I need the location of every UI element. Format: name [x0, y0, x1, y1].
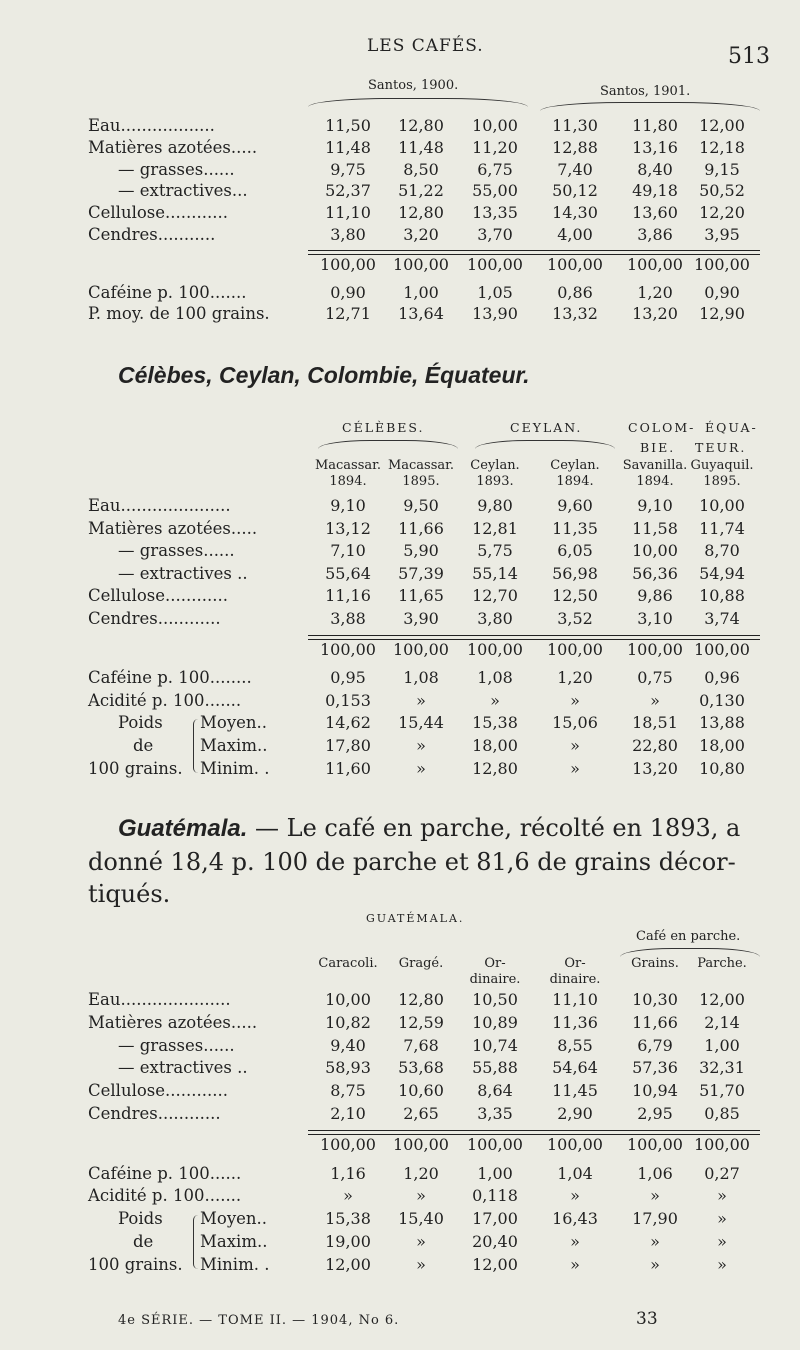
- table-cell: 17,90: [632, 1209, 678, 1229]
- table-cell: 13,90: [472, 304, 518, 324]
- column-header: Savanilla.: [622, 458, 688, 473]
- table-cell: 3,52: [557, 609, 593, 628]
- table-cell: »: [650, 1254, 660, 1274]
- table-cell: 1,16: [330, 1163, 366, 1183]
- row-label: — extractives ..: [118, 1058, 248, 1078]
- group-label-santos-1900: Santos, 1900.: [368, 78, 459, 93]
- table-cell: 11,66: [632, 1012, 678, 1032]
- table-cell: 11,58: [632, 518, 678, 538]
- table-cell: 12,00: [472, 1254, 518, 1274]
- table-cell: 100,00: [547, 639, 603, 659]
- table-cell: 10,00: [699, 496, 745, 515]
- group-label-cafe-parche: Café en parche.: [636, 929, 741, 944]
- group-brace: [475, 440, 615, 449]
- table-cell: 56,36: [632, 563, 678, 583]
- table-cell: 12,00: [699, 990, 745, 1009]
- table-cell: 2,95: [637, 1104, 673, 1123]
- table-cell: »: [650, 1186, 660, 1206]
- table-cell: 52,37: [325, 181, 371, 201]
- table-cell: 100,00: [547, 254, 603, 274]
- table-cell: »: [570, 758, 580, 778]
- table-cell: 3,80: [330, 225, 366, 244]
- table-cell: 10,82: [325, 1012, 371, 1032]
- table-cell: 0,90: [330, 282, 366, 302]
- table-cell: 0,118: [472, 1186, 518, 1206]
- row-label: Cellulose............: [88, 203, 228, 223]
- poids-brace: [193, 719, 198, 772]
- row-label: — grasses......: [118, 159, 235, 179]
- column-header: Caracoli.: [318, 956, 378, 971]
- table-cell: 100,00: [320, 639, 376, 659]
- table-cell: 11,74: [699, 518, 745, 538]
- table-cell: »: [570, 1254, 580, 1274]
- table-cell: 11,30: [552, 116, 598, 135]
- table-cell: 12,88: [552, 137, 598, 157]
- rule: [308, 635, 760, 636]
- table-cell: 54,64: [552, 1058, 598, 1078]
- table-cell: 1,05: [477, 282, 513, 302]
- table-cell: 1,04: [557, 1163, 593, 1183]
- table-cell: 55,00: [472, 181, 518, 201]
- table-cell: 6,79: [637, 1035, 673, 1055]
- table-cell: 11,60: [325, 758, 371, 778]
- footer-sheet-number: 33: [636, 1309, 658, 1329]
- table-cell: 12,70: [472, 586, 518, 606]
- column-header: Guyaquil.: [690, 458, 754, 473]
- table-cell: 55,88: [472, 1058, 518, 1078]
- table-cell: 9,15: [704, 159, 740, 179]
- row-label: — grasses......: [118, 541, 235, 561]
- page-number: 513: [728, 44, 770, 69]
- table-cell: 100,00: [393, 254, 449, 274]
- table-cell: 2,90: [557, 1104, 593, 1123]
- rule: [308, 639, 760, 640]
- table-cell: 6,05: [557, 541, 593, 561]
- row-label: Cendres...........: [88, 225, 216, 244]
- poids-label: de: [133, 736, 154, 755]
- group-celebes: CÉLÈBES.: [342, 420, 425, 435]
- table-cell: 11,65: [398, 586, 444, 606]
- table-cell: 50,12: [552, 181, 598, 201]
- poids-sub-label: Moyen..: [200, 713, 268, 733]
- table-cell: 0,85: [704, 1104, 740, 1123]
- table-cell: 0,75: [637, 668, 673, 688]
- table-cell: 11,16: [325, 586, 371, 606]
- table-cell: »: [717, 1186, 727, 1206]
- table-cell: 100,00: [393, 1134, 449, 1154]
- table-cell: 10,74: [472, 1035, 518, 1055]
- table-cell: 13,35: [472, 203, 518, 223]
- table-cell: 1,20: [403, 1163, 439, 1183]
- row-label: Cendres............: [88, 1104, 221, 1123]
- table-cell: »: [650, 1232, 660, 1251]
- column-header: dinaire.: [469, 972, 521, 987]
- table-cell: 11,45: [552, 1081, 598, 1101]
- row-label: Eau..................: [88, 116, 215, 135]
- table-cell: 100,00: [694, 254, 750, 274]
- table-cell: 1,08: [477, 668, 513, 688]
- table-cell: »: [717, 1232, 727, 1251]
- poids-sub-label: Moyen..: [200, 1209, 268, 1229]
- table-cell: »: [490, 690, 500, 710]
- table-cell: 100,00: [627, 1134, 683, 1154]
- rule: [308, 1130, 760, 1131]
- column-header: 1895.: [703, 474, 741, 489]
- table-cell: 10,94: [632, 1081, 678, 1101]
- table-cell: 3,88: [330, 609, 366, 628]
- table-cell: »: [416, 1186, 426, 1206]
- table-cell: 10,50: [472, 990, 518, 1009]
- row-label: Acidité p. 100.......: [88, 1186, 242, 1206]
- table-cell: 12,80: [398, 116, 444, 135]
- table-cell: 1,00: [704, 1035, 740, 1055]
- table-cell: »: [416, 758, 426, 778]
- table-cell: 56,98: [552, 563, 598, 583]
- table-cell: 3,86: [637, 225, 673, 244]
- table-cell: 2,10: [330, 1104, 366, 1123]
- column-header: 1894.: [636, 474, 674, 489]
- table-cell: 3,20: [403, 225, 439, 244]
- table-cell: 13,88: [699, 713, 745, 733]
- group-colombie-1: COLOM-: [628, 420, 696, 435]
- column-header: dinaire.: [549, 972, 601, 987]
- group-label-santos-1901: Santos, 1901.: [600, 84, 691, 99]
- paragraph-text: — Le café en parche, récolté en 1893, a: [255, 814, 741, 842]
- column-header: Macassar.: [314, 458, 382, 473]
- row-label: — grasses......: [118, 1035, 235, 1055]
- table-cell: 9,10: [637, 496, 673, 515]
- group-brace: [318, 440, 458, 449]
- table-cell: 3,35: [477, 1104, 513, 1123]
- poids-label: 100 grains.: [88, 1254, 183, 1274]
- table-cell: 100,00: [627, 254, 683, 274]
- table-cell: 1,20: [637, 282, 673, 302]
- table-cell: 8,70: [704, 541, 740, 561]
- row-label: Cellulose............: [88, 586, 228, 606]
- table-cell: 9,50: [403, 496, 439, 515]
- table-cell: 54,94: [699, 563, 745, 583]
- table-cell: »: [650, 690, 660, 710]
- table-cell: 10,00: [472, 116, 518, 135]
- table-cell: 18,00: [699, 736, 745, 755]
- table-cell: »: [416, 736, 426, 755]
- table-cell: 19,00: [325, 1232, 371, 1251]
- table-caption-guatemala: GUATÉMALA.: [366, 912, 465, 925]
- table-cell: 9,86: [637, 586, 673, 606]
- table-cell: 9,80: [477, 496, 513, 515]
- group-colombie-2: BIE.: [640, 440, 676, 455]
- table-cell: 18,00: [472, 736, 518, 755]
- row-label: Caféine p. 100.......: [88, 282, 247, 302]
- table-cell: 100,00: [393, 639, 449, 659]
- table-cell: »: [717, 1209, 727, 1229]
- table-cell: 12,80: [472, 758, 518, 778]
- table-cell: 1,08: [403, 668, 439, 688]
- table-cell: 10,00: [632, 541, 678, 561]
- table-cell: 9,40: [330, 1035, 366, 1055]
- table-cell: 11,10: [552, 990, 598, 1009]
- row-label: Matières azotées.....: [88, 518, 258, 538]
- table-cell: 13,60: [632, 203, 678, 223]
- table-cell: 13,16: [632, 137, 678, 157]
- poids-label: Poids: [118, 1209, 163, 1229]
- table-cell: 2,65: [403, 1104, 439, 1123]
- section-title-celebes: Célèbes, Ceylan, Colombie, Équateur.: [118, 362, 530, 388]
- table-cell: 12,71: [325, 304, 371, 324]
- table-cell: 11,80: [632, 116, 678, 135]
- table-cell: 100,00: [694, 1134, 750, 1154]
- table-cell: 57,39: [398, 563, 444, 583]
- table-cell: 3,10: [637, 609, 673, 628]
- section-paragraph-line2: donné 18,4 p. 100 de parche et 81,6 de grains décor-: [88, 848, 736, 876]
- table-cell: 0,96: [704, 668, 740, 688]
- table-cell: 8,75: [330, 1081, 366, 1101]
- table-cell: 18,51: [632, 713, 678, 733]
- poids-brace: [193, 1215, 198, 1269]
- table-cell: 12,80: [398, 203, 444, 223]
- table-cell: 3,90: [403, 609, 439, 628]
- table-cell: 11,48: [398, 137, 444, 157]
- table-cell: 12,20: [699, 203, 745, 223]
- table-cell: 10,88: [699, 586, 745, 606]
- table-cell: 58,93: [325, 1058, 371, 1078]
- table-cell: 100,00: [694, 639, 750, 659]
- poids-sub-label: Minim. .: [200, 1254, 270, 1274]
- table-cell: 5,75: [477, 541, 513, 561]
- table-cell: »: [570, 736, 580, 755]
- table-cell: 7,10: [330, 541, 366, 561]
- table-cell: 10,80: [699, 758, 745, 778]
- table-cell: 10,60: [398, 1081, 444, 1101]
- table-cell: 7,40: [557, 159, 593, 179]
- table-cell: 0,95: [330, 668, 366, 688]
- table-cell: 17,80: [325, 736, 371, 755]
- table-cell: 12,81: [472, 518, 518, 538]
- table-cell: 1,00: [403, 282, 439, 302]
- table-cell: 4,00: [557, 225, 593, 244]
- table-cell: 50,52: [699, 181, 745, 201]
- table-cell: 15,06: [552, 713, 598, 733]
- table-cell: 0,90: [704, 282, 740, 302]
- table-cell: »: [416, 1232, 426, 1251]
- table-cell: 100,00: [467, 1134, 523, 1154]
- column-header: 1893.: [476, 474, 514, 489]
- table-cell: 1,00: [477, 1163, 513, 1183]
- table-cell: 11,35: [552, 518, 598, 538]
- table-cell: 12,90: [699, 304, 745, 324]
- table-cell: »: [570, 1186, 580, 1206]
- table-cell: 3,95: [704, 225, 740, 244]
- table-cell: 11,20: [472, 137, 518, 157]
- table-cell: »: [343, 1186, 353, 1206]
- table-cell: 8,40: [637, 159, 673, 179]
- row-label: Matières azotées.....: [88, 1012, 258, 1032]
- table-cell: 100,00: [627, 639, 683, 659]
- table-cell: 15,38: [325, 1209, 371, 1229]
- table-cell: 100,00: [547, 1134, 603, 1154]
- table-cell: 0,153: [325, 690, 371, 710]
- table-cell: 0,27: [704, 1163, 740, 1183]
- column-header: Macassar.: [387, 458, 455, 473]
- row-label: Cellulose............: [88, 1081, 228, 1101]
- table-cell: 53,68: [398, 1058, 444, 1078]
- table-cell: 8,55: [557, 1035, 593, 1055]
- table-cell: 49,18: [632, 181, 678, 201]
- row-label: Caféine p. 100......: [88, 1163, 242, 1183]
- table-cell: 12,59: [398, 1012, 444, 1032]
- section-title-guatemala: Guatémala.: [118, 815, 248, 842]
- table-cell: 5,90: [403, 541, 439, 561]
- table-cell: 12,50: [552, 586, 598, 606]
- table-cell: 14,62: [325, 713, 371, 733]
- table-cell: 3,74: [704, 609, 740, 628]
- row-label: Eau.....................: [88, 990, 231, 1009]
- table-cell: 12,00: [699, 116, 745, 135]
- table-cell: 1,06: [637, 1163, 673, 1183]
- table-cell: 0,86: [557, 282, 593, 302]
- column-header: 1894.: [329, 474, 367, 489]
- row-label: Caféine p. 100........: [88, 668, 252, 688]
- column-header: Or-: [564, 956, 586, 971]
- table-cell: 8,64: [477, 1081, 513, 1101]
- table-cell: 51,22: [398, 181, 444, 201]
- table-cell: 10,00: [325, 990, 371, 1009]
- rule: [308, 254, 760, 255]
- row-label: P. moy. de 100 grains.: [88, 304, 270, 324]
- table-cell: 11,48: [325, 137, 371, 157]
- table-cell: 7,68: [403, 1035, 439, 1055]
- row-label: — extractives ..: [118, 563, 248, 583]
- table-cell: 2,14: [704, 1012, 740, 1032]
- table-cell: 11,66: [398, 518, 444, 538]
- column-header: 1894.: [556, 474, 594, 489]
- table-cell: 13,32: [552, 304, 598, 324]
- table-cell: 100,00: [320, 254, 376, 274]
- table-cell: 55,64: [325, 563, 371, 583]
- column-header: Ceylan.: [470, 458, 520, 473]
- section-paragraph-line3: tiqués.: [88, 880, 171, 908]
- table-cell: 16,43: [552, 1209, 598, 1229]
- column-header: 1895.: [402, 474, 440, 489]
- group-ceylan: CEYLAN.: [510, 420, 583, 435]
- table-cell: 8,50: [403, 159, 439, 179]
- running-title: LES CAFÉS.: [367, 36, 484, 56]
- table-cell: 55,14: [472, 563, 518, 583]
- row-label: — extractives...: [118, 181, 248, 201]
- table-cell: 100,00: [467, 254, 523, 274]
- table-cell: 100,00: [320, 1134, 376, 1154]
- table-cell: 15,38: [472, 713, 518, 733]
- table-cell: 0,130: [699, 690, 745, 710]
- column-header: Ceylan.: [550, 458, 600, 473]
- row-label: Matières azotées.....: [88, 137, 258, 157]
- table-cell: 11,50: [325, 116, 371, 135]
- row-label: Acidité p. 100.......: [88, 690, 242, 710]
- table-cell: 15,44: [398, 713, 444, 733]
- table-cell: 9,60: [557, 496, 593, 515]
- table-cell: 13,12: [325, 518, 371, 538]
- table-cell: 10,89: [472, 1012, 518, 1032]
- table-cell: 9,75: [330, 159, 366, 179]
- section-paragraph-line1: [118, 814, 740, 843]
- table-cell: 22,80: [632, 736, 678, 755]
- column-header: Grains.: [631, 956, 679, 971]
- table-cell: »: [570, 690, 580, 710]
- column-header: Gragé.: [398, 956, 444, 971]
- row-label: Cendres............: [88, 609, 221, 628]
- poids-sub-label: Maxim..: [200, 736, 268, 755]
- poids-label: de: [133, 1232, 154, 1251]
- table-cell: 15,40: [398, 1209, 444, 1229]
- poids-label: Poids: [118, 713, 163, 733]
- table-cell: 13,64: [398, 304, 444, 324]
- table-cell: 12,00: [325, 1254, 371, 1274]
- rule: [308, 250, 760, 251]
- table-cell: »: [717, 1254, 727, 1274]
- table-cell: 12,80: [398, 990, 444, 1009]
- table-cell: 14,30: [552, 203, 598, 223]
- table-cell: »: [416, 690, 426, 710]
- poids-sub-label: Minim. .: [200, 758, 270, 778]
- table-cell: »: [416, 1254, 426, 1274]
- table-cell: 9,10: [330, 496, 366, 515]
- group-brace: [620, 948, 760, 957]
- table-cell: 20,40: [472, 1232, 518, 1251]
- group-brace: [308, 98, 528, 107]
- table-cell: 13,20: [632, 304, 678, 324]
- poids-sub-label: Maxim..: [200, 1232, 268, 1251]
- table-cell: 11,10: [325, 203, 371, 223]
- group-equateur-2: TEUR.: [695, 440, 747, 455]
- table-cell: »: [570, 1232, 580, 1251]
- table-cell: 1,20: [557, 668, 593, 688]
- table-cell: 3,70: [477, 225, 513, 244]
- table-cell: 13,20: [632, 758, 678, 778]
- footer-series: 4e SÉRIE. — TOME II. — 1904, No 6.: [118, 1313, 400, 1328]
- table-cell: 51,70: [699, 1081, 745, 1101]
- table-cell: 12,18: [699, 137, 745, 157]
- group-brace: [540, 102, 760, 111]
- column-header: Or-: [484, 956, 506, 971]
- table-cell: 100,00: [467, 639, 523, 659]
- poids-label: 100 grains.: [88, 758, 183, 778]
- table-cell: 57,36: [632, 1058, 678, 1078]
- table-cell: 6,75: [477, 159, 513, 179]
- rule: [308, 1134, 760, 1135]
- group-equateur-1: ÉQUA-: [705, 420, 758, 435]
- table-cell: 17,00: [472, 1209, 518, 1229]
- table-cell: 11,36: [552, 1012, 598, 1032]
- table-cell: 3,80: [477, 609, 513, 628]
- table-cell: 10,30: [632, 990, 678, 1009]
- table-cell: 32,31: [699, 1058, 745, 1078]
- row-label: Eau.....................: [88, 496, 231, 515]
- column-header: Parche.: [697, 956, 747, 971]
